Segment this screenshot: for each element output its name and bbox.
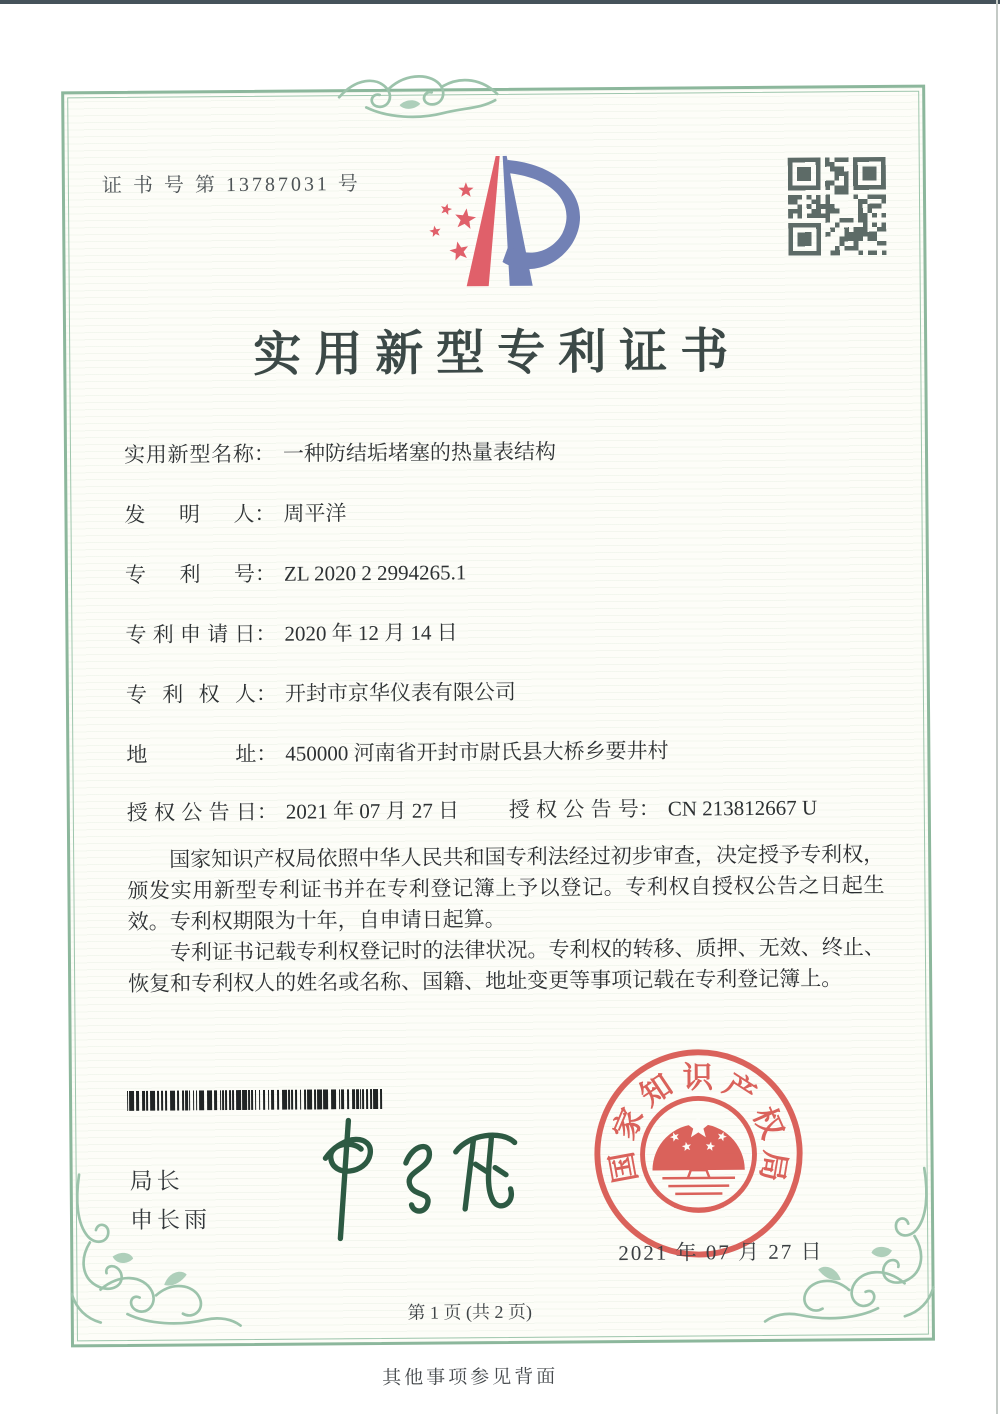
seal-char: 局 [752,1148,794,1185]
official-seal [589,1044,809,1264]
legal-text [127,839,885,1000]
field-row-inventor: 发明人： 周平洋 [124,497,346,529]
cnipa-logo-icon [414,145,590,296]
field-value: ZL 2020 2 2994265.1 [283,560,467,586]
director-name: 申长雨 [129,1207,212,1233]
field-row-patent-number: 专利号： ZL 2020 2 2994265.1 [125,556,467,589]
field-label: 地址 [126,741,257,767]
field-pair-grant-number: 授权公告号： CN 213812667 U [509,792,818,824]
seal-char: 国 [603,1148,645,1186]
field-value: 开封市京华仪表有限公司 [284,679,516,706]
field-row-utility-model-name: 实用新型名称： 一种防结垢堵塞的热量表结构 [123,439,557,467]
body-paragraph: 专利证书记载专利权登记时的法律状况。专利权的转移、质押、无效、终止、恢复和专利权人的姓名或名称、国籍、地址变更等事项记载在专利登记簿上。 [128,934,885,996]
field-value: 2021 年 07 月 27 日 [285,798,460,824]
qr-code [788,157,887,256]
body-paragraph: 国家知识产权局依照中华人民共和国专利法经过初步审查，决定授予专利权，颁发实用新型专利证书并在专利登记簿上予以登记。专利权自授权公告之日起生效。专利权期限为十年，自申请日起算。 [127,841,885,934]
back-note: 其他事项参见背面 [382,1366,559,1389]
field-value: 2020 年 12 月 14 日 [284,620,458,646]
field-row-patentee: 专利权人： 开封市京华仪表有限公司 [125,679,516,707]
field-row-address: 地址： 450000 河南省开封市尉氏县大桥乡要井村 [126,738,669,767]
field-label: 专利申请日 [125,621,256,647]
field-label: 专利权人 [125,681,256,707]
field-label: 发明人 [124,501,255,527]
field-label: 授权公告日 [126,799,257,825]
field-value: 一种防结垢堵塞的热量表结构 [282,439,557,466]
field-label: 专利号 [124,561,256,587]
field-pair-grant-date: 授权公告日： 2021 年 07 月 27 日 [127,798,459,825]
seal-date: 2021 年 07 月 27 日 [618,1239,824,1266]
seal-char: 知 [633,1067,680,1114]
certificate-number: 证 书 号 第 13787031 号 [101,173,361,198]
signature [291,1104,542,1251]
field-row-grant [127,791,897,827]
seal-char: 家 [606,1103,652,1146]
field-label: 授权公告号 [508,796,639,822]
field-value: 周平洋 [283,501,347,526]
field-value: CN 213812667 U [667,795,818,821]
field-value: 450000 河南省开封市尉氏县大桥乡要井村 [285,738,669,766]
national-emblem-icon [642,1098,755,1211]
seal-char: 产 [717,1066,763,1114]
page-number: 第 1 页 (共 2 页) [407,1301,533,1323]
field-label: 实用新型名称 [123,441,255,467]
seal-char: 权 [745,1101,791,1145]
field-row-filing-date: 专利申请日： 2020 年 12 月 14 日 [125,616,457,649]
seal-char: 识 [682,1059,714,1096]
director-title: 局长 [129,1168,184,1194]
certificate-title: 实用新型专利证书 [253,325,742,382]
